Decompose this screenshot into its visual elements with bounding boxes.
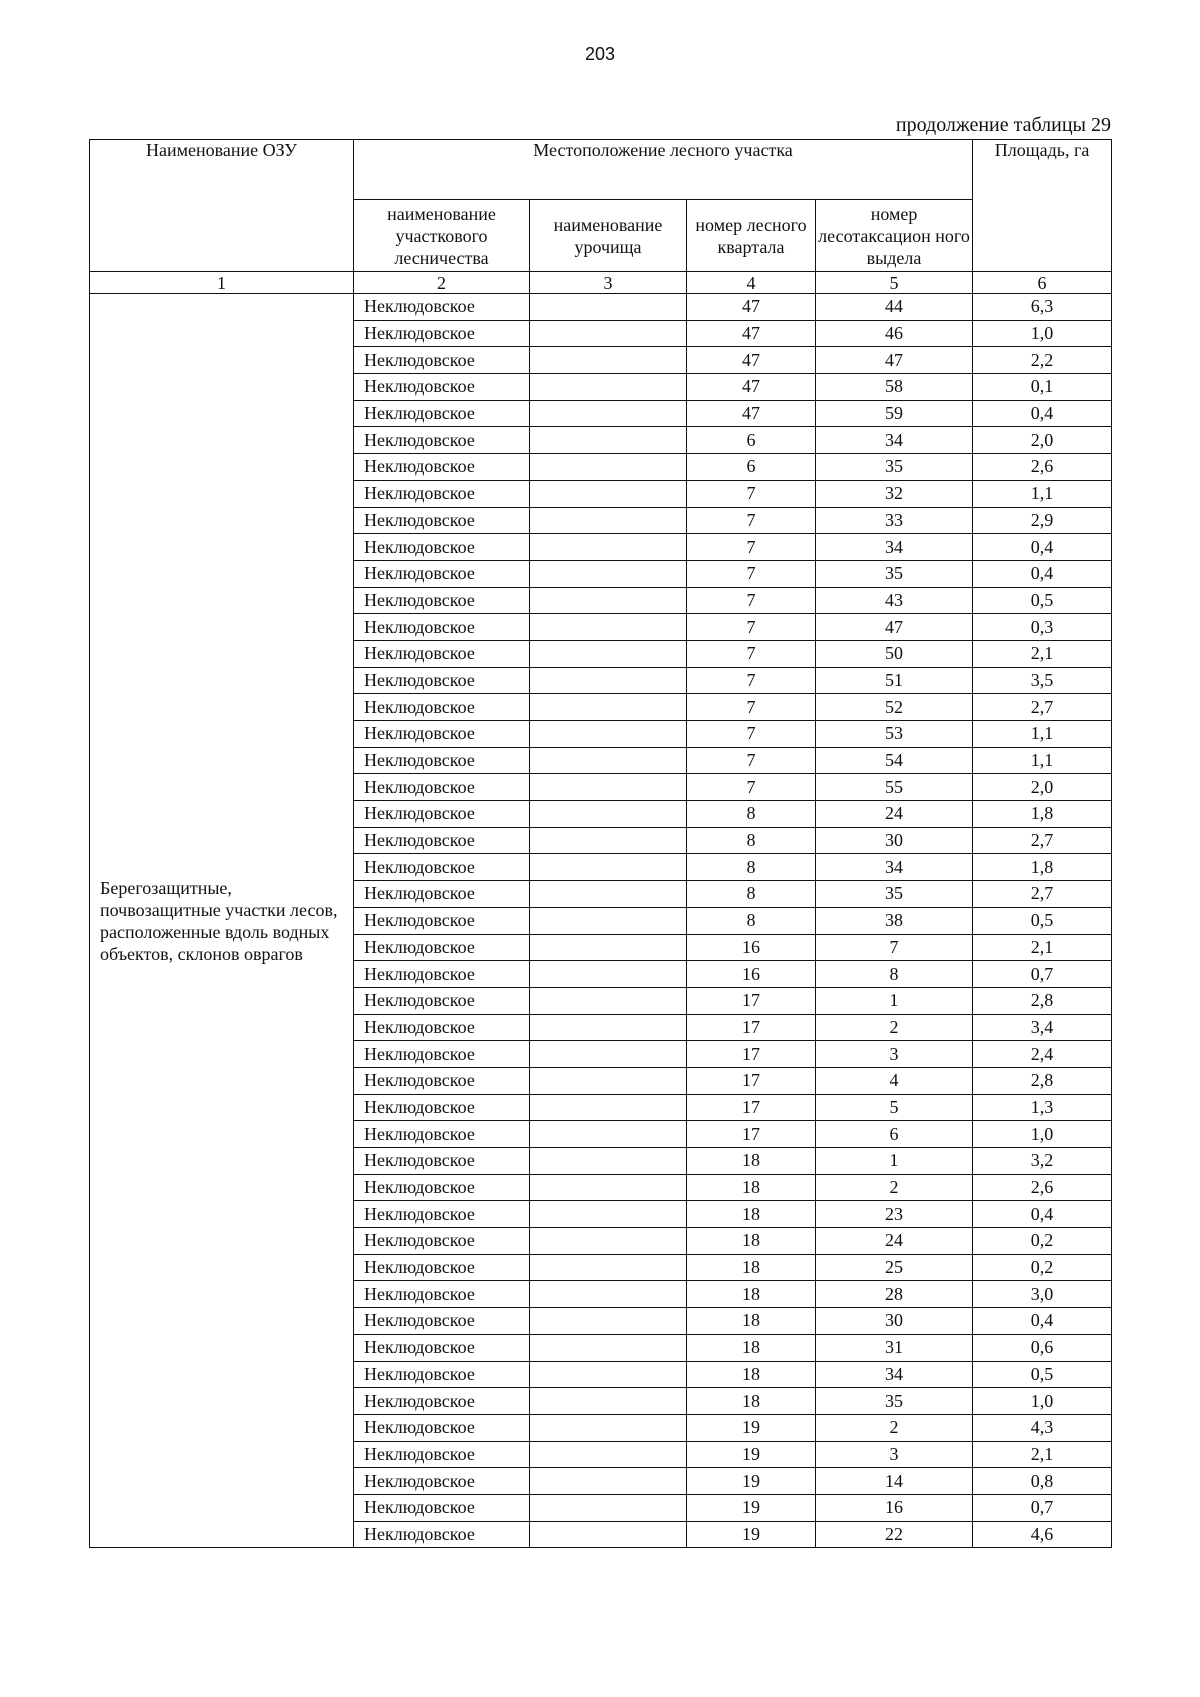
area-cell: 1,1 [973,721,1112,748]
area-cell: 0,4 [973,534,1112,561]
allotment-cell: 35 [816,560,973,587]
quarter-cell: 7 [687,747,816,774]
allotment-cell: 24 [816,801,973,828]
quarter-cell: 7 [687,774,816,801]
allotment-cell: 8 [816,961,973,988]
forestry-cell: Неклюдовское [354,667,530,694]
area-cell: 1,0 [973,1121,1112,1148]
area-cell: 0,4 [973,1308,1112,1335]
allotment-cell: 23 [816,1201,973,1228]
allotment-cell: 2 [816,1174,973,1201]
area-cell: 0,5 [973,587,1112,614]
area-cell: 3,4 [973,1014,1112,1041]
tract-cell [530,934,687,961]
table-body [90,294,1112,1548]
forestry-cell: Неклюдовское [354,881,530,908]
forestry-cell: Неклюдовское [354,480,530,507]
allotment-cell: 14 [816,1468,973,1495]
quarter-cell: 17 [687,1041,816,1068]
quarter-cell: 7 [687,721,816,748]
allotment-cell: 51 [816,667,973,694]
area-cell: 2,0 [973,774,1112,801]
forestry-cell: Неклюдовское [354,1121,530,1148]
forestry-cell: Неклюдовское [354,587,530,614]
allotment-cell: 47 [816,347,973,374]
forestry-cell: Неклюдовское [354,747,530,774]
column-numbers-row [90,272,1112,294]
allotment-cell: 6 [816,1121,973,1148]
tract-cell [530,427,687,454]
area-cell: 0,7 [973,961,1112,988]
area-cell: 2,6 [973,454,1112,481]
quarter-cell: 18 [687,1334,816,1361]
forestry-cell: Неклюдовское [354,1441,530,1468]
tract-cell [530,961,687,988]
forestry-cell: Неклюдовское [354,1281,530,1308]
allotment-cell: 38 [816,907,973,934]
area-cell: 1,0 [973,320,1112,347]
tract-cell [530,1201,687,1228]
forestry-cell: Неклюдовское [354,934,530,961]
header-location: Местоположение лесного участка [354,140,973,200]
forestry-cell: Неклюдовское [354,721,530,748]
quarter-cell: 7 [687,614,816,641]
table-continuation-caption: продолжение таблицы 29 [895,114,1111,136]
forestry-cell: Неклюдовское [354,1388,530,1415]
quarter-cell: 6 [687,454,816,481]
quarter-cell: 8 [687,907,816,934]
tract-cell [530,1014,687,1041]
area-cell: 1,0 [973,1388,1112,1415]
area-cell: 3,5 [973,667,1112,694]
allotment-cell: 3 [816,1041,973,1068]
allotment-cell: 59 [816,400,973,427]
quarter-cell: 18 [687,1174,816,1201]
forestry-cell: Неклюдовское [354,294,530,321]
tract-cell [530,1067,687,1094]
tract-cell [530,881,687,908]
tract-cell [530,1494,687,1521]
area-cell: 2,7 [973,881,1112,908]
area-cell: 4,3 [973,1414,1112,1441]
forestry-cell: Неклюдовское [354,1094,530,1121]
allotment-cell: 58 [816,374,973,401]
allotment-cell: 1 [816,987,973,1014]
tract-cell [530,400,687,427]
allotment-cell: 34 [816,534,973,561]
area-cell: 2,1 [973,1441,1112,1468]
quarter-cell: 8 [687,881,816,908]
area-cell: 1,1 [973,747,1112,774]
forestry-cell: Неклюдовское [354,774,530,801]
tract-cell [530,1388,687,1415]
tract-cell [530,721,687,748]
area-cell: 3,2 [973,1148,1112,1175]
tract-cell [530,507,687,534]
allotment-cell: 35 [816,454,973,481]
tract-cell [530,320,687,347]
forestry-cell: Неклюдовское [354,614,530,641]
quarter-cell: 18 [687,1148,816,1175]
tract-cell [530,534,687,561]
forestry-cell: Неклюдовское [354,1228,530,1255]
forestry-cell: Неклюдовское [354,1174,530,1201]
quarter-cell: 16 [687,934,816,961]
quarter-cell: 18 [687,1281,816,1308]
area-cell: 0,3 [973,614,1112,641]
quarter-cell: 7 [687,640,816,667]
quarter-cell: 47 [687,374,816,401]
tract-cell [530,640,687,667]
area-cell: 0,4 [973,400,1112,427]
tract-cell [530,1148,687,1175]
tract-cell [530,587,687,614]
tract-cell [530,747,687,774]
allotment-cell: 24 [816,1228,973,1255]
quarter-cell: 7 [687,507,816,534]
allotment-cell: 44 [816,294,973,321]
forestry-cell: Неклюдовское [354,320,530,347]
quarter-cell: 16 [687,961,816,988]
allotment-cell: 16 [816,1494,973,1521]
allotment-cell: 53 [816,721,973,748]
quarter-cell: 7 [687,587,816,614]
column-number: 3 [530,272,687,294]
area-cell: 0,2 [973,1254,1112,1281]
tract-cell [530,560,687,587]
area-cell: 3,0 [973,1281,1112,1308]
tract-cell [530,694,687,721]
area-cell: 0,5 [973,1361,1112,1388]
tract-cell [530,827,687,854]
area-cell: 0,1 [973,374,1112,401]
area-cell: 0,2 [973,1228,1112,1255]
allotment-cell: 34 [816,427,973,454]
forestry-cell: Неклюдовское [354,987,530,1014]
allotment-cell: 28 [816,1281,973,1308]
quarter-cell: 18 [687,1201,816,1228]
quarter-cell: 47 [687,294,816,321]
quarter-cell: 7 [687,694,816,721]
allotment-cell: 2 [816,1414,973,1441]
area-cell: 0,6 [973,1334,1112,1361]
quarter-cell: 19 [687,1441,816,1468]
area-cell: 2,8 [973,987,1112,1014]
quarter-cell: 17 [687,1121,816,1148]
allotment-cell: 5 [816,1094,973,1121]
tract-cell [530,1041,687,1068]
allotment-cell: 2 [816,1014,973,1041]
tract-cell [530,1254,687,1281]
tract-cell [530,1441,687,1468]
tract-cell [530,1334,687,1361]
area-cell: 1,8 [973,854,1112,881]
tract-cell [530,1361,687,1388]
tract-cell [530,987,687,1014]
quarter-cell: 17 [687,1067,816,1094]
area-cell: 4,6 [973,1521,1112,1548]
allotment-cell: 7 [816,934,973,961]
allotment-cell: 54 [816,747,973,774]
quarter-cell: 18 [687,1228,816,1255]
allotment-cell: 25 [816,1254,973,1281]
forestry-cell: Неклюдовское [354,1494,530,1521]
allotment-cell: 35 [816,1388,973,1415]
quarter-cell: 7 [687,560,816,587]
tract-cell [530,294,687,321]
tract-cell [530,907,687,934]
area-cell: 1,1 [973,480,1112,507]
page-number: 203 [584,44,616,64]
allotment-cell: 52 [816,694,973,721]
allotment-cell: 30 [816,827,973,854]
forestry-cell: Неклюдовское [354,1521,530,1548]
tract-cell [530,1414,687,1441]
forestry-cell: Неклюдовское [354,1361,530,1388]
tract-cell [530,1121,687,1148]
tract-cell [530,801,687,828]
allotment-cell: 30 [816,1308,973,1335]
area-cell: 2,1 [973,934,1112,961]
quarter-cell: 8 [687,801,816,828]
forestry-cell: Неклюдовское [354,1014,530,1041]
forestry-cell: Неклюдовское [354,1201,530,1228]
allotment-cell: 31 [816,1334,973,1361]
forestry-cell: Неклюдовское [354,1334,530,1361]
area-cell: 2,7 [973,694,1112,721]
forestry-cell: Неклюдовское [354,374,530,401]
forestry-cell: Неклюдовское [354,347,530,374]
tract-cell [530,1174,687,1201]
forestry-cell: Неклюдовское [354,961,530,988]
area-cell: 2,0 [973,427,1112,454]
allotment-cell: 22 [816,1521,973,1548]
forestry-cell: Неклюдовское [354,1148,530,1175]
allotment-cell: 35 [816,881,973,908]
tract-cell [530,454,687,481]
quarter-cell: 19 [687,1494,816,1521]
allotment-cell: 47 [816,614,973,641]
tract-cell [530,667,687,694]
allotment-cell: 43 [816,587,973,614]
area-cell: 0,7 [973,1494,1112,1521]
allotment-cell: 34 [816,1361,973,1388]
area-cell: 6,3 [973,294,1112,321]
tract-cell [530,347,687,374]
quarter-cell: 18 [687,1254,816,1281]
forestry-cell: Неклюдовское [354,907,530,934]
header-quarter: номер лесного квартала [687,200,816,272]
column-number: 1 [90,272,354,294]
quarter-cell: 7 [687,534,816,561]
ozu-table [89,139,1112,1548]
header-ozu-name: Наименование ОЗУ [90,140,354,272]
forestry-cell: Неклюдовское [354,827,530,854]
area-cell: 0,5 [973,907,1112,934]
area-cell: 2,8 [973,1067,1112,1094]
area-cell: 2,1 [973,640,1112,667]
forestry-cell: Неклюдовское [354,1041,530,1068]
quarter-cell: 8 [687,827,816,854]
quarter-cell: 18 [687,1388,816,1415]
quarter-cell: 19 [687,1521,816,1548]
allotment-cell: 34 [816,854,973,881]
area-cell: 0,4 [973,560,1112,587]
tract-cell [530,1228,687,1255]
quarter-cell: 17 [687,1014,816,1041]
forestry-cell: Неклюдовское [354,400,530,427]
allotment-cell: 50 [816,640,973,667]
header-area: Площадь, га [973,140,1112,272]
quarter-cell: 18 [687,1308,816,1335]
quarter-cell: 19 [687,1414,816,1441]
forestry-cell: Неклюдовское [354,427,530,454]
quarter-cell: 6 [687,427,816,454]
forestry-cell: Неклюдовское [354,507,530,534]
forestry-cell: Неклюдовское [354,1254,530,1281]
tract-cell [530,1468,687,1495]
allotment-cell: 33 [816,507,973,534]
allotment-cell: 4 [816,1067,973,1094]
quarter-cell: 17 [687,987,816,1014]
quarter-cell: 47 [687,347,816,374]
column-number: 2 [354,272,530,294]
area-cell: 2,2 [973,347,1112,374]
forestry-cell: Неклюдовское [354,1308,530,1335]
column-number: 4 [687,272,816,294]
column-number: 6 [973,272,1112,294]
column-number: 5 [816,272,973,294]
tract-cell [530,614,687,641]
allotment-cell: 32 [816,480,973,507]
forestry-cell: Неклюдовское [354,1468,530,1495]
header-tract: наименование урочища [530,200,687,272]
forestry-cell: Неклюдовское [354,1414,530,1441]
tract-cell [530,1094,687,1121]
allotment-cell: 3 [816,1441,973,1468]
tract-cell [530,1281,687,1308]
area-cell: 0,4 [973,1201,1112,1228]
table-row [90,294,1112,321]
quarter-cell: 17 [687,1094,816,1121]
tract-cell [530,1308,687,1335]
forestry-cell: Неклюдовское [354,640,530,667]
forestry-cell: Неклюдовское [354,534,530,561]
quarter-cell: 8 [687,854,816,881]
tract-cell [530,854,687,881]
forestry-cell: Неклюдовское [354,454,530,481]
area-cell: 2,4 [973,1041,1112,1068]
category-cell: Берегозащитные, почвозащитные участки лесов, расположенные вдоль водных объектов, склонов оврагов [90,294,354,1548]
allotment-cell: 55 [816,774,973,801]
quarter-cell: 7 [687,480,816,507]
area-cell: 0,8 [973,1468,1112,1495]
area-cell: 1,3 [973,1094,1112,1121]
quarter-cell: 18 [687,1361,816,1388]
quarter-cell: 19 [687,1468,816,1495]
forestry-cell: Неклюдовское [354,801,530,828]
area-cell: 2,7 [973,827,1112,854]
forestry-cell: Неклюдовское [354,694,530,721]
tract-cell [530,1521,687,1548]
area-cell: 2,9 [973,507,1112,534]
area-cell: 2,6 [973,1174,1112,1201]
forestry-cell: Неклюдовское [354,1067,530,1094]
tract-cell [530,774,687,801]
area-cell: 1,8 [973,801,1112,828]
header-allotment: номер лесотаксацион ного выдела [816,200,973,272]
header-forestry: наименование участкового лесничества [354,200,530,272]
quarter-cell: 47 [687,320,816,347]
forestry-cell: Неклюдовское [354,854,530,881]
quarter-cell: 47 [687,400,816,427]
quarter-cell: 7 [687,667,816,694]
tract-cell [530,480,687,507]
tract-cell [530,374,687,401]
forestry-cell: Неклюдовское [354,560,530,587]
allotment-cell: 46 [816,320,973,347]
allotment-cell: 1 [816,1148,973,1175]
